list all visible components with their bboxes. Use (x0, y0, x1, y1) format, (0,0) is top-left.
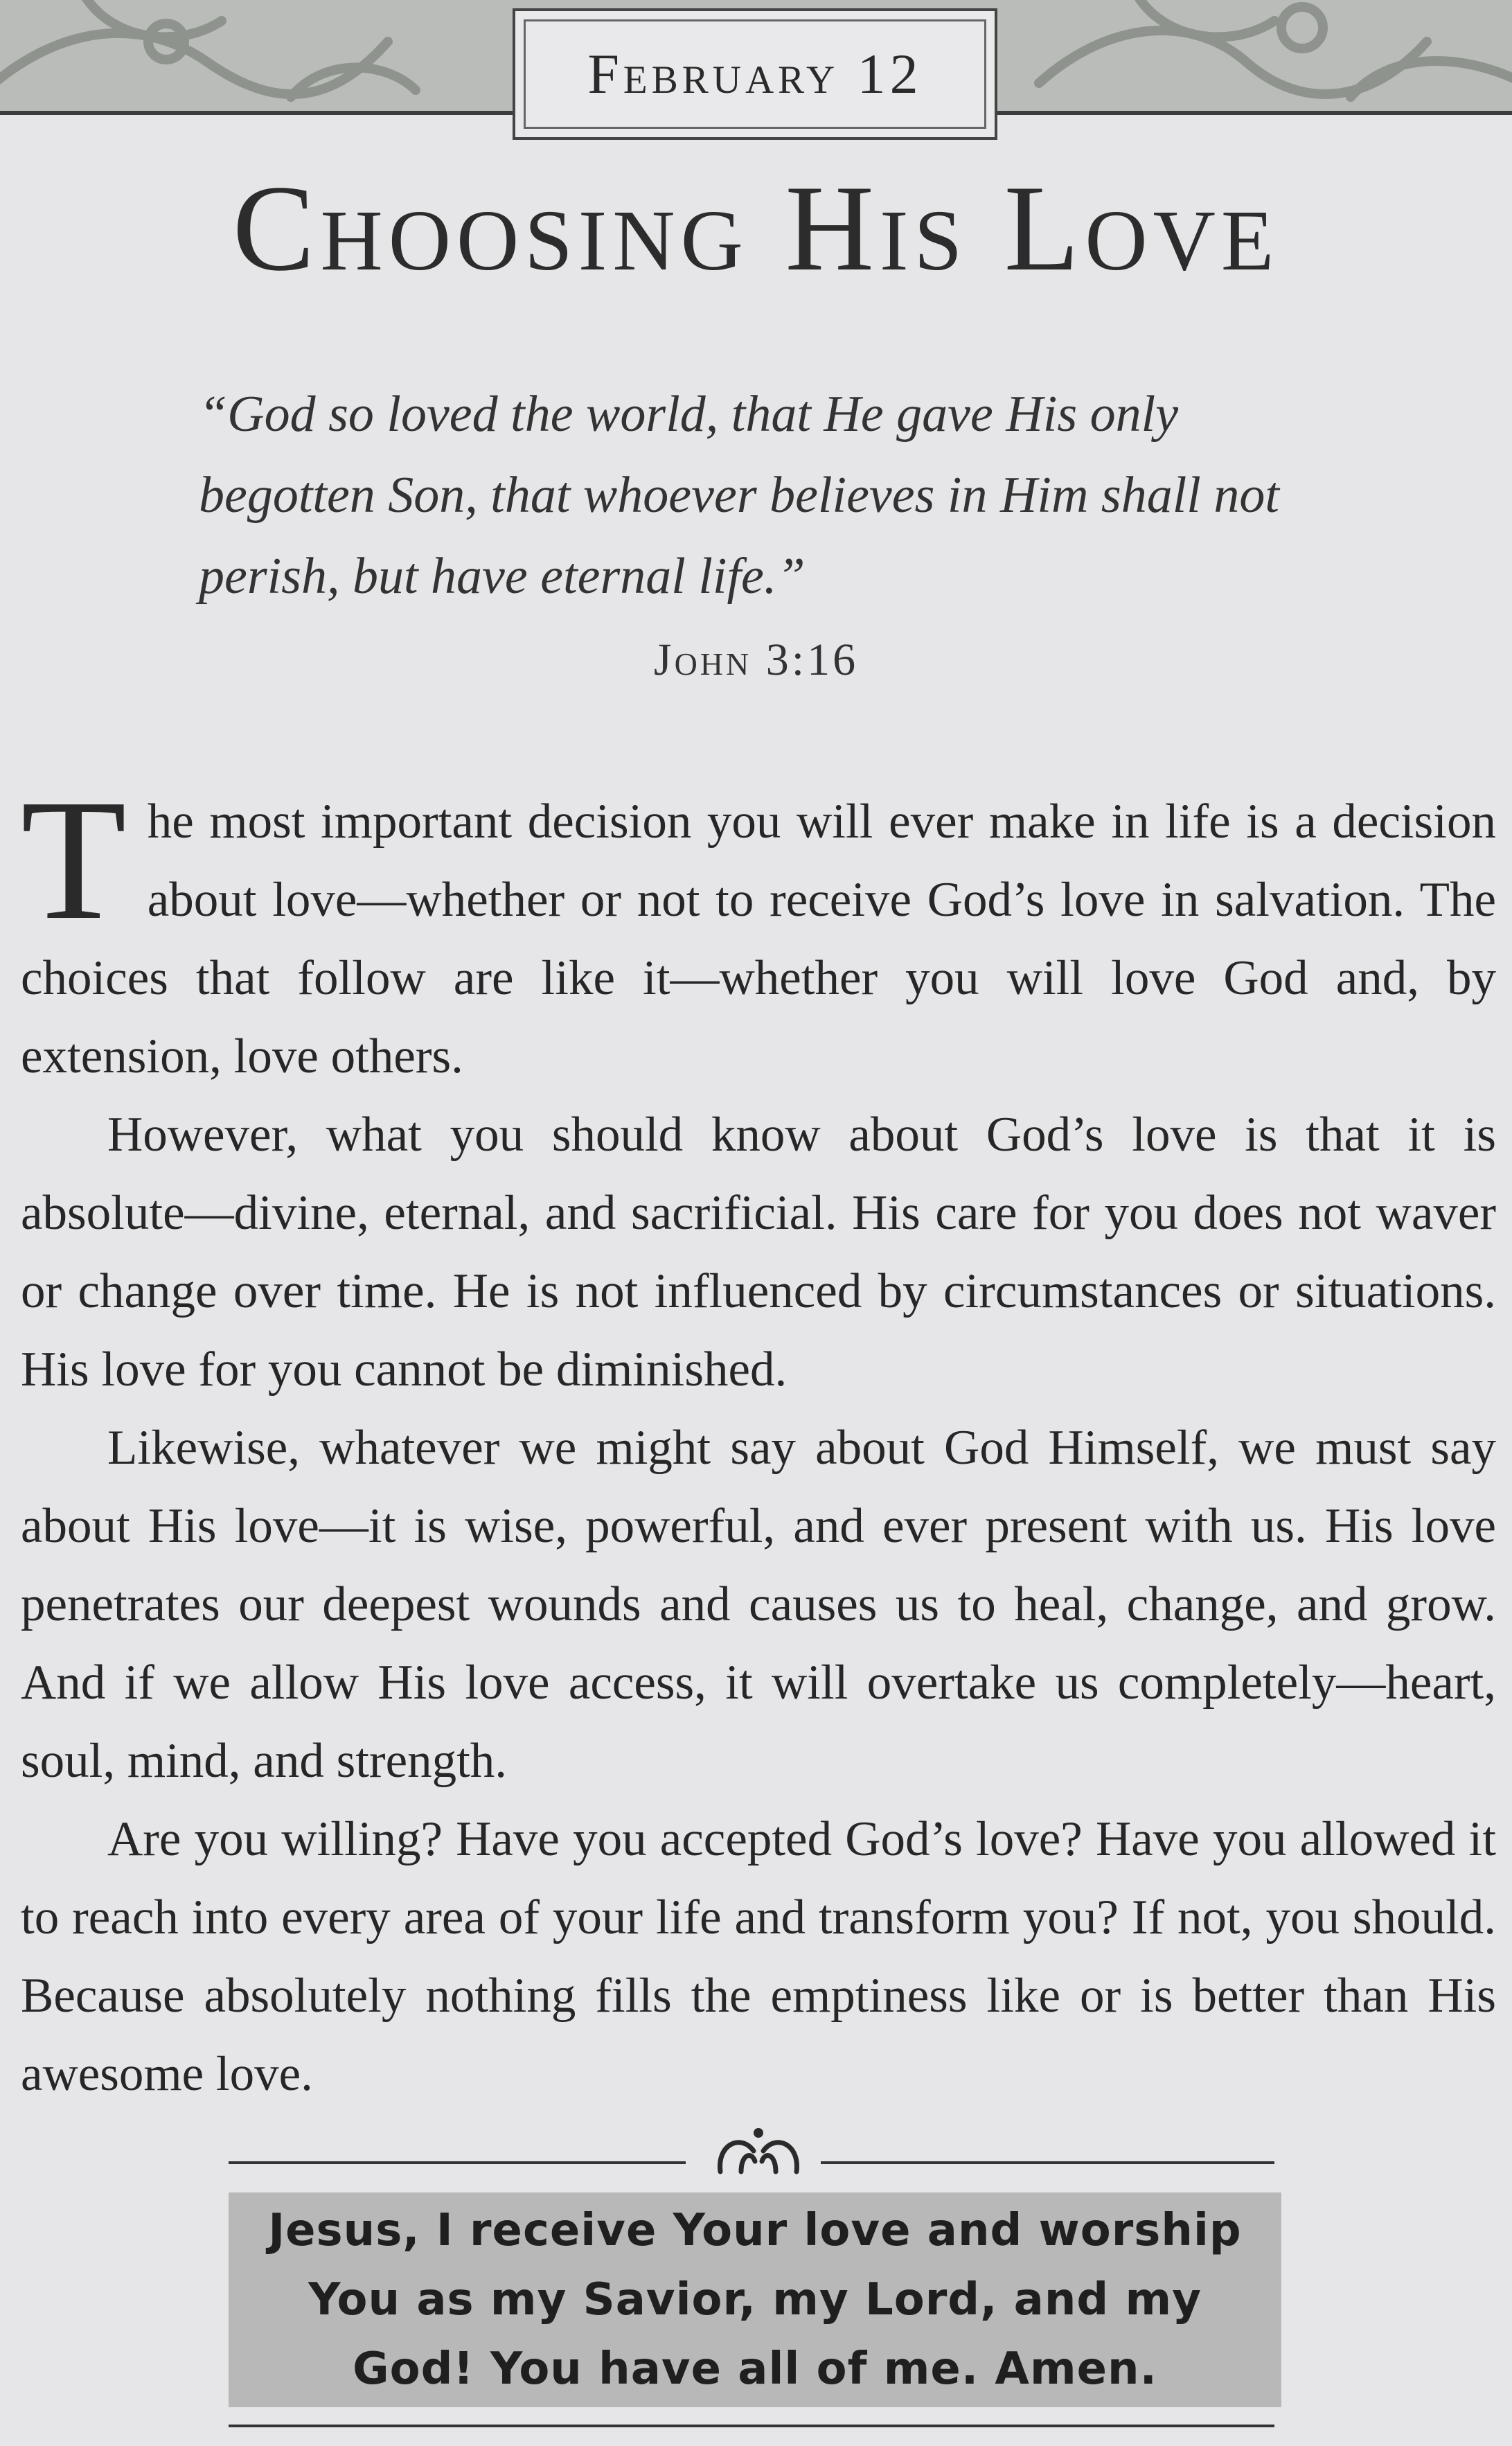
prayer-line-1: Jesus, I receive Your love and worship (268, 2205, 1242, 2256)
prayer-box (229, 2192, 1281, 2407)
divider-bottom (229, 2425, 1274, 2427)
divider-left (229, 2161, 686, 2164)
date-box (513, 8, 997, 140)
body-paragraph-4: Are you willing? Have you accepted God’s love? Have you allowed it to reach into every area of your life and transform you? If not, you should. Because absolutely nothing fills the emptiness like or is better than His awesome love. (21, 1812, 1496, 2101)
body-paragraph-2: However, what you should know about God’s love is that it is absolute—divine, eternal, and sacrificial. His care for you does not waver or change over time. He is not influenced by circumstances or situations. His love for you cannot be diminished. (21, 1108, 1496, 1397)
scripture-quote: “God so loved the world, that He gave His only begotten Son, that whoever believes in Him shall not perish, but have eternal life.” (199, 386, 1279, 605)
body-paragraph-1-text: he most important decision you will ever make in life is a decision about love—whether or not to receive God’s love in salvation. The choices that follow are like it—whether you will love God and, by extension, love others. (21, 795, 1496, 1083)
body-paragraph-3: Likewise, whatever we might say about God Himself, we must say about His love—it is wise, powerful, and ever present with us. His love penetrates our deepest wounds and causes us to heal, change, and grow. And if we allow His love access, it will overtake us completely—heart, soul, mind, and strength. (21, 1421, 1496, 1788)
drop-cap: T (21, 764, 127, 956)
page-title: Choosing His Love (232, 159, 1280, 296)
body-paragraph-1 (21, 764, 1496, 1096)
prayer-line-2: You as my Savior, my Lord, and my (308, 2274, 1202, 2325)
flourish-ornament-icon (713, 2123, 803, 2182)
scripture-reference: John 3:16 (653, 635, 859, 685)
devotional-body (21, 764, 1496, 2113)
date-label: February 12 (587, 42, 923, 105)
divider-right (821, 2161, 1274, 2164)
prayer-line-3: God! You have all of me. Amen. (353, 2343, 1157, 2395)
date-box-frame (524, 19, 986, 129)
